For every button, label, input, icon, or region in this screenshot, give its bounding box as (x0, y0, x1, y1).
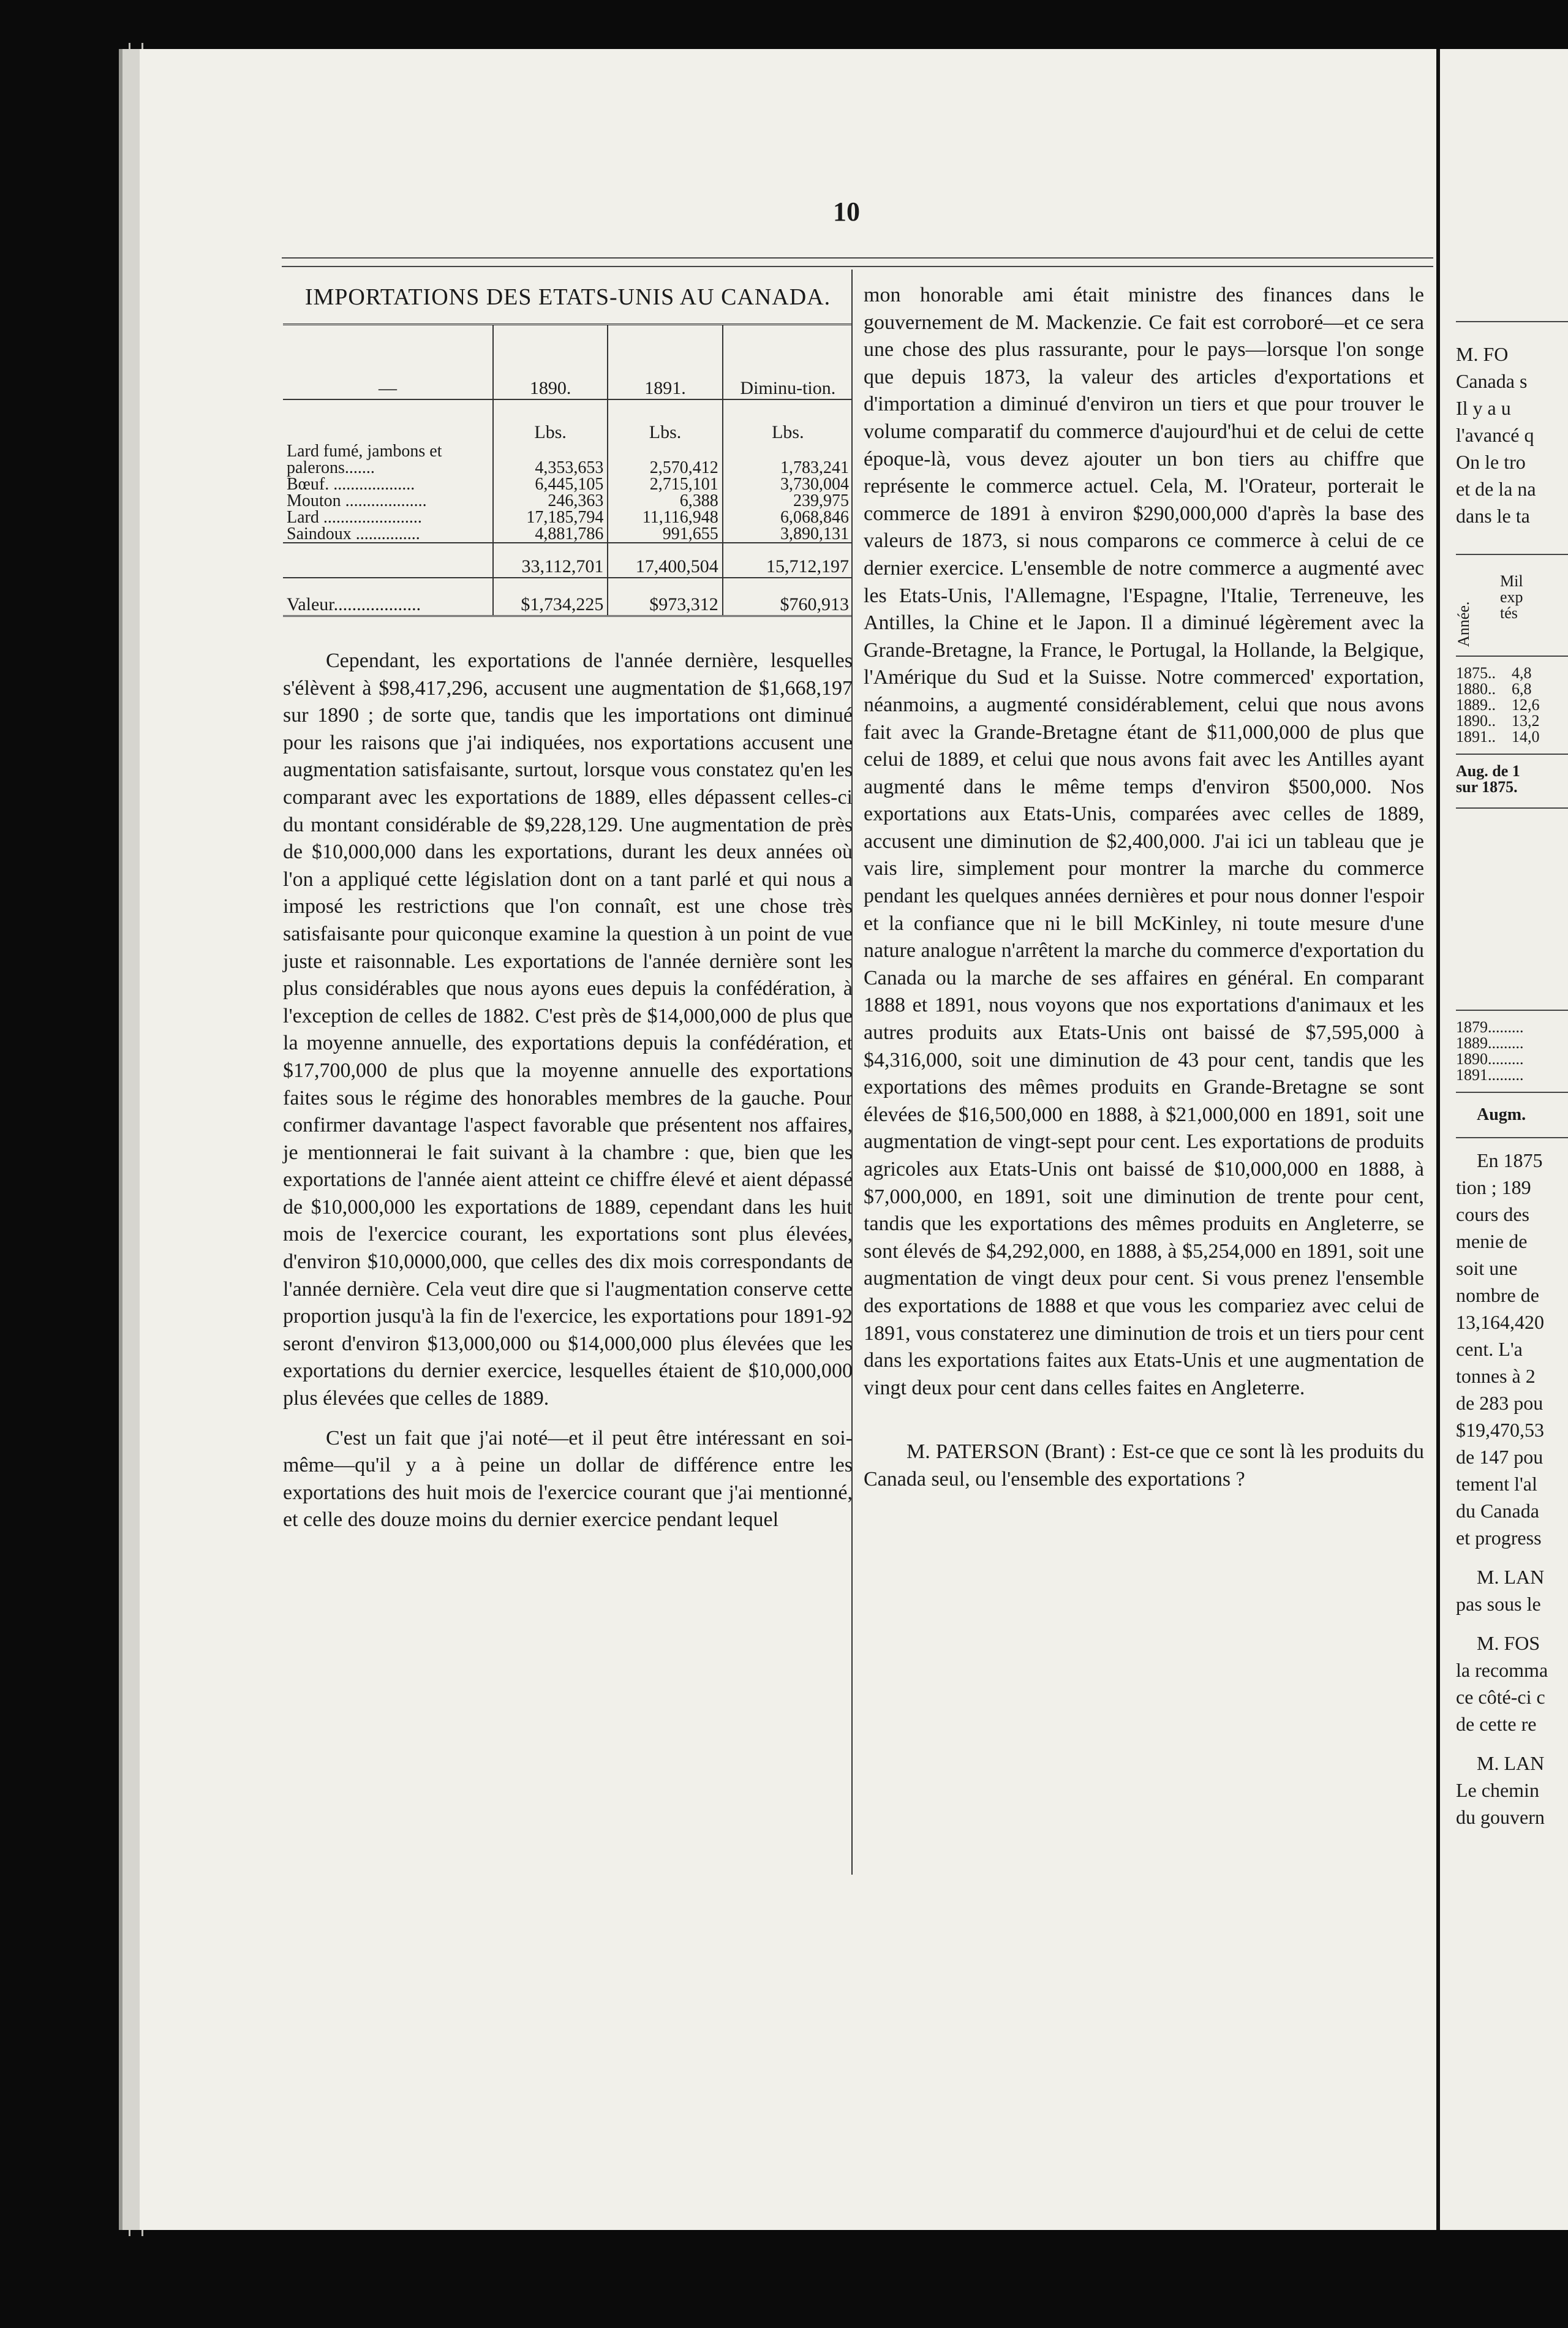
table-title: IMPORTATIONS DES ETATS-UNIS AU CANADA. (304, 284, 831, 310)
next-page-text: sur 1875. (1456, 778, 1518, 796)
body-paragraph: Cependant, les exportations de l'année dernière, lesquelles s'élèvent à $98,417,296, accusent une augmentation de $1,668,197 sur 1890 ; de sorte que, tandis que les importations ont diminué pour les raisons que j'ai indiquées, nos exportations accusent une augmentation satisfaisante, surtout, lorsque vous constatez qu'en les comparant avec les exportations de 1889, elles dépassent celles-ci du montant considérable de $9,228,129. Une augmentation de près de $10,000,000 dans les exportations, durant les deux années où l'on a appliqué cette législation dont on a tant parlé et qui nous a imposé les restrictions que l'on connaît, est une chose très satisfaisante pour quiconque examine la question à un point de vue juste et raisonnable. Les exportations de l'année dernière sont les plus considérables que nous ayons eues depuis la confédération, à l'exception de celles de 1882. C'est près de $14,000,000 de plus que la moyenne annuelle, des exportations depuis la confédération, et $17,700,000 de plus que la moyenne annuelle des exportations faites sous le régime des honorables membres de la gauche. Pour confirmer davantage l'aspect favorable que présentent nos affaires, je mentionnerai le fait suivant à la chambre : que, bien que les exportations de l'année aient atteint ce chiffre élevé et aient dépassé de $10,000,000 les exportations de 1889, cependant dans les huit mois de l'exercice courant, les exportations sont plus élevées, d'environ $10,0000,000, que celles des dix mois correspondants de l'année dernière. Cela veut dire que si l'augmentation conserve cette proportion jusqu'à la fin de l'exercice, les exportations pour 1891-92 seront d'environ $13,000,000 ou $14,000,000 plus élevées que les exportations du dernier exercice, lesquelles étaient de $10,000,000 plus élevées que celles de 1889. (283, 649, 853, 1410)
cell-1891: 11,116,948 (608, 509, 722, 526)
next-page-text: l'avancé q (1456, 424, 1534, 446)
unit-diminution: Lbs. (723, 399, 853, 443)
next-page-text: 1891......... (1456, 1066, 1524, 1084)
next-page-text: 1890......... (1456, 1050, 1524, 1068)
totals-blank (283, 543, 493, 578)
header-1890: 1890. (493, 325, 608, 400)
next-page-text: Année. (1455, 601, 1472, 647)
next-page-text: 13,2 (1512, 712, 1540, 730)
cell-1891: 2,715,101 (608, 476, 722, 493)
table-row (283, 476, 853, 493)
total-1891: 17,400,504 (608, 543, 722, 578)
cell-1891: 2,570,412 (608, 443, 722, 476)
table-row (283, 509, 853, 526)
next-page-text: 4,8 (1512, 664, 1532, 682)
header-1891: 1891. (608, 325, 722, 400)
next-page-text: 1890.. (1456, 712, 1496, 730)
body-paragraph: mon honorable ami était ministre des finances dans le gouvernement de M. Mackenzie. Ce fait est corroboré—et ce sera une chose des plus rassurante, pour le pays—lorsque l'on songe que depuis 1873, la valeur des articles d'exportations et d'importation a diminué d'environ un tiers et que pour trouver le volume comparatif du commerce d'aujourd'hui et de celui de cette époque-là, vous devez ajouter un bon tiers au chiffre que représente le commerce actuel. Cela, M. l'Orateur, porterait le commerce de 1891 à environ $290,000,000 d'après la base des valeurs de 1873, si nous comparons ce commerce à celui de ce dernier exercice. L'ensemble de notre commerce a augmenté avec les Etats-Unis, l'Allemagne, l'Espagne, l'Italie, Terreneuve, les Antilles, la Chine et le Japon. Il a diminué légèrement avec la Grande-Bretagne, la France, le Portugal, la Hollande, la Belgique, l'Amérique du Sud et la Suisse. Notre commerced' exportation, néanmoins, a augmenté considérablement, celui que nous avons fait avec la Grande-Bretagne étant de $11,000,000 de plus que celui de 1889, et celui que nous avons fait avec les Antilles ayant augmenté dans le même temps d'environ $500,000. Nos exportations aux Etats-Unis, comparées avec celles de 1889, accusent une diminution de $2,400,000. J'ai ici un tableau que je vais lire, simplement pour montrer la marche du commerce pendant les quelques années dernières et pour nous donner l'espoir et la confiance que ni le bill McKinley, ni toute mesure d'une nature analogue n'arrêtent la marche du commerce d'exportation du Canada ou la marche de ses affaires en général. En comparant 1888 et 1891, nous voyons que nos exportations d'animaux et les autres produits aux Etats-Unis ont baissé de $7,595,000 à $4,316,000, soit une diminution de 43 pour cent, tandis que les exportations des mêmes produits en Grande-Bretagne se sont élevées de $16,500,000 en 1888, à $21,000,000 en 1891, soit une augmentation de vingt-sept pour cent. Les exportations de produits agricoles aux Etats-Unis ont baissé de $10,000,000 en 1888, à $7,000,000, en 1891, soit une diminution de trente pour cent, tandis que les exportations des mêmes produits en Angleterre, se sont élevés de $4,292,000, en 1888, à $5,254,000 en 1891, soit une augmentation de vingt deux pour cent. Si vous prenez l'ensemble des exportations de 1888 et que vous les compariez avec celui de 1891, vous constaterez une diminution de trois et un tiers pour cent dans les exportations faites aux Etats-Unis et une augmentation de vingt deux pour cent dans celles faites en Angleterre. (864, 284, 1424, 1399)
cell-diminution: 3,890,131 (723, 526, 853, 543)
totals-row (283, 543, 853, 578)
next-page-text: M. LAN (1477, 1566, 1545, 1588)
header-blank: — (283, 325, 493, 400)
next-page-text: Aug. de 1 (1456, 762, 1520, 780)
cell-diminution: 6,068,846 (723, 509, 853, 526)
next-page-text: 1889.. (1456, 696, 1496, 714)
next-page-text: tonnes à 2 (1456, 1365, 1536, 1387)
row-label: Mouton ................... (287, 491, 427, 510)
cell-1890: 17,185,794 (493, 509, 608, 526)
cell-diminution: 3,730,004 (723, 476, 853, 493)
next-page-text: En 1875 (1477, 1149, 1543, 1171)
body-paragraph: C'est un fait que j'ai noté—et il peut être intéressant en soi-même—qu'il y a à peine un dollar de différence entre les exportations des huit mois de l'exercice courant que j'ai mentionné, et celle des douze moins du dernier exercice pendant lequel (283, 1426, 853, 1532)
next-page-rule (1456, 754, 1568, 755)
next-page-text: 6,8 (1512, 680, 1532, 698)
valeur-1891: $973,312 (608, 578, 722, 616)
next-page-text: la recomma (1456, 1659, 1548, 1681)
next-page-rule (1456, 554, 1568, 555)
next-page-text: menie de (1456, 1230, 1528, 1252)
header-diminution: Diminu-tion. (723, 325, 853, 400)
next-page-text: 1875.. (1456, 664, 1496, 682)
next-page-text: nombre de (1456, 1284, 1539, 1306)
next-page-rule (1456, 321, 1568, 322)
unit-1890: Lbs. (493, 399, 608, 443)
next-page-text: cent. L'a (1456, 1338, 1523, 1360)
table-row (283, 443, 853, 476)
row-label: Bœuf. ................... (287, 475, 415, 494)
next-page-text: $19,470,53 (1456, 1419, 1544, 1441)
next-page-text: 14,0 (1512, 728, 1540, 746)
page-number: 10 (833, 197, 860, 227)
valeur-diminution: $760,913 (723, 578, 853, 616)
next-page-text: 1879......... (1456, 1018, 1524, 1036)
next-page-text: 13,164,420 (1456, 1311, 1544, 1333)
imports-table (283, 323, 853, 617)
next-page-text: tion ; 189 (1456, 1176, 1531, 1198)
valeur-row (283, 578, 853, 616)
next-page-text: M. FO (1456, 343, 1509, 365)
total-1890: 33,112,701 (493, 543, 608, 578)
next-page-text: ce côté-ci c (1456, 1686, 1545, 1708)
next-page-text: Canada s (1456, 370, 1528, 392)
row-label: Lard fumé, jambons et palerons....... (287, 442, 442, 477)
valeur-label: Valeur................... (283, 578, 493, 616)
cell-1890: 4,353,653 (493, 443, 608, 476)
next-page-text: M. LAN (1477, 1752, 1545, 1774)
table-header-row (283, 325, 853, 400)
row-label: Lard ....................... (287, 508, 422, 527)
next-page-text: et de la na (1456, 478, 1536, 500)
next-page-text: cours des (1456, 1203, 1529, 1225)
next-page-text: et progress (1456, 1527, 1542, 1549)
next-page-text: de 283 pou (1456, 1392, 1544, 1414)
top-rule-double (282, 266, 1433, 267)
next-page-text: de 147 pou (1456, 1446, 1544, 1468)
cell-1891: 6,388 (608, 493, 722, 509)
unit-row (283, 399, 853, 443)
next-page-text: 1891.. (1456, 728, 1496, 746)
next-page-text: dans le ta (1456, 505, 1530, 527)
next-page-text: 1880.. (1456, 680, 1496, 698)
unit-1891: Lbs. (608, 399, 722, 443)
next-page-text: soit une (1456, 1257, 1518, 1279)
right-column (864, 282, 1424, 1494)
next-page-text: Augm. (1477, 1105, 1526, 1124)
table-row (283, 526, 853, 543)
next-page-text: du gouvern (1456, 1806, 1545, 1828)
next-page-text: 1889......... (1456, 1034, 1524, 1052)
top-rule (282, 257, 1433, 259)
next-page-text: Il y a u (1456, 397, 1511, 419)
next-page-text: pas sous le (1456, 1593, 1541, 1615)
next-page-rule (1456, 1137, 1568, 1138)
next-page-text: Mil (1500, 572, 1523, 590)
cell-1890: 4,881,786 (493, 526, 608, 543)
next-page-text: tement l'al (1456, 1473, 1537, 1495)
next-page-text: de cette re (1456, 1713, 1537, 1735)
next-page-text: M. FOS (1477, 1632, 1540, 1654)
speaker-paragraph: M. PATERSON (Brant) : Est-ce que ce sont là les produits du Canada seul, ou l'ensemble des exportations ? (864, 1440, 1424, 1491)
next-page-text: 12,6 (1512, 696, 1540, 714)
valeur-1890: $1,734,225 (493, 578, 608, 616)
row-label: Saindoux ............... (287, 524, 420, 543)
next-page-rule (1456, 1010, 1568, 1011)
total-diminution: 15,712,197 (723, 543, 853, 578)
next-page-text: exp (1500, 588, 1523, 606)
cell-1890: 6,445,105 (493, 476, 608, 493)
table-row (283, 493, 853, 509)
next-page-text: Le chemin (1456, 1779, 1539, 1801)
unit-blank (283, 399, 493, 443)
next-page-rule (1456, 807, 1568, 809)
cell-diminution: 239,975 (723, 493, 853, 509)
cell-1891: 991,655 (608, 526, 722, 543)
next-page-text: tés (1500, 604, 1518, 622)
cell-1890: 246,363 (493, 493, 608, 509)
cell-diminution: 1,783,241 (723, 443, 853, 476)
adjacent-page-fragment (1436, 49, 1568, 2230)
next-page-text: du Canada (1456, 1500, 1539, 1522)
next-page-rule (1456, 1092, 1568, 1093)
left-column (283, 282, 853, 1534)
next-page-rule (1456, 656, 1568, 657)
next-page-text: On le tro (1456, 451, 1526, 473)
